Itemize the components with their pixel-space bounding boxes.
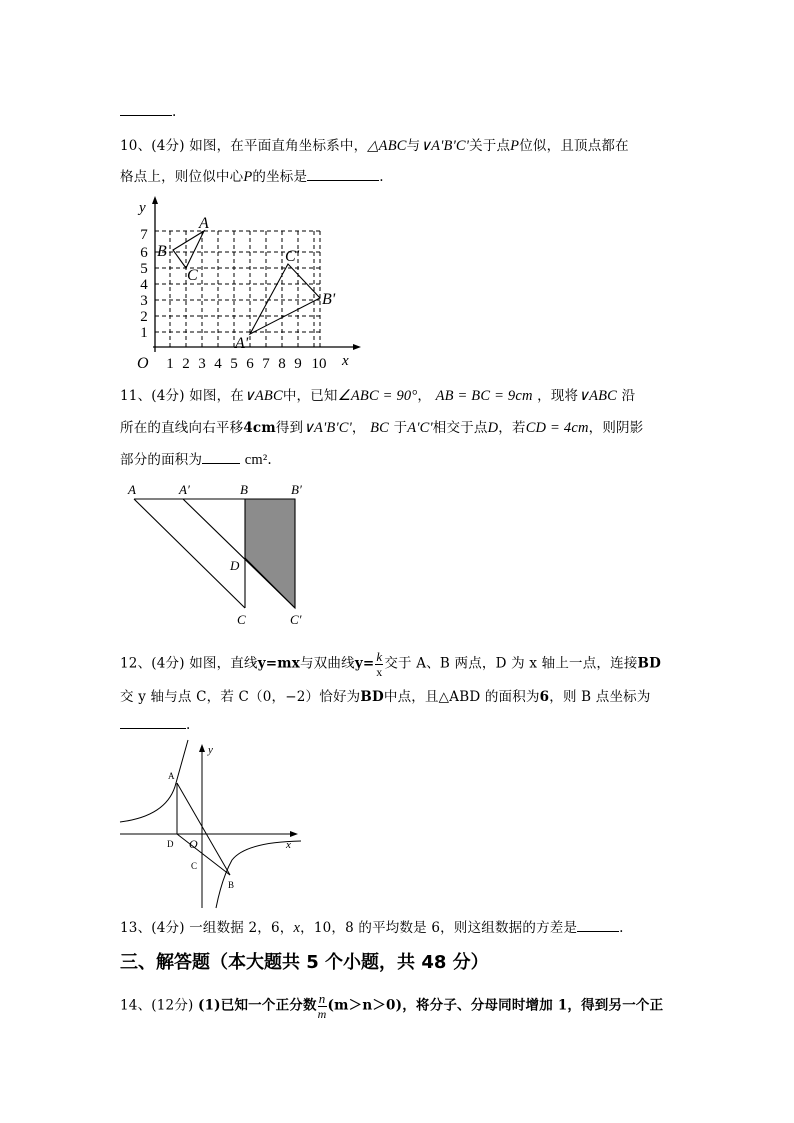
k-over-x-fraction: $\frac{k}{x}$: [376, 649, 383, 679]
y-axis-label: y: [139, 200, 146, 216]
label-y: y: [208, 744, 213, 756]
q10-line1: 10、(4分) 如图，在平面直角坐标系中，△ABC与∨A'B'C'关于点P位似，且顶点都在: [120, 138, 629, 154]
line-ab: [177, 783, 230, 875]
x-tick: 3: [198, 356, 206, 372]
q10-line2: 格点上，则位似中心P的坐标是 .: [120, 169, 384, 185]
x-tick: 8: [278, 356, 286, 372]
label-a: A: [128, 482, 136, 497]
q13-answer-blank[interactable]: [577, 919, 619, 932]
y-tick: 7: [140, 227, 148, 243]
label-c-prime: C': [285, 248, 300, 265]
q14-number: 14、(12分): [120, 997, 194, 1014]
label-d: D: [167, 839, 174, 849]
triangle-abc-prime: [250, 264, 320, 334]
x-tick: 4: [214, 356, 222, 372]
x-axis-arrow-icon: [290, 831, 298, 837]
x-tick: 9: [294, 356, 302, 372]
y-tick: 2: [140, 309, 148, 325]
q12-number: 12、(4分): [120, 655, 185, 672]
q11-answer-blank[interactable]: [202, 451, 240, 464]
label-b-prime: B': [322, 291, 336, 308]
x-tick: 5: [230, 356, 238, 372]
label-b: B: [157, 243, 167, 260]
q11-line2: 所在的直线向右平移4cm得到∨A'B'C'， BC 于A'C'相交于点D，若CD = 4cm，则阴影: [120, 420, 644, 436]
label-c: C: [237, 612, 246, 627]
triangle-abc: [173, 231, 204, 268]
hyperbola-branch-left: [120, 740, 188, 822]
q10-answer-blank[interactable]: [307, 168, 379, 181]
label-c: C: [191, 861, 198, 871]
shaded-region: [245, 499, 295, 608]
x-tick: 10: [311, 356, 327, 372]
x-axis-label: x: [342, 353, 349, 369]
label-c: C: [187, 267, 198, 284]
y-tick: 6: [140, 245, 148, 261]
q12-line1: 12、(4分) 如图，直线y=mx与双曲线y= $\frac{k}{x}$ 交于 A、B 两点，D 为 x 轴上一点，连接BD: [120, 649, 662, 679]
y-axis-arrow-icon: [152, 196, 158, 204]
label-a: A: [168, 771, 175, 781]
label-x: x: [286, 839, 291, 851]
q10-coordinate-grid-figure: [125, 192, 365, 372]
label-b: B: [228, 880, 235, 890]
q12-hyperbola-figure: [118, 738, 303, 910]
section-3-heading: 三、解答题（本大题共 5 个小题，共 48 分）: [120, 952, 489, 973]
label-c-prime: C′: [290, 612, 302, 627]
q12-line2: 交 y 轴与点 C，若 C（0，−2）恰好为BD中点，且△ABD 的面积为6，则 B 点坐标为: [120, 689, 651, 705]
label-a: A: [199, 215, 209, 232]
q13-line: 13、(4分) 一组数据 2，6，x，10，8 的平均数是 6，则这组数据的方差是 .: [120, 920, 624, 936]
y-tick-labels: [140, 227, 148, 341]
origin-label: O: [137, 355, 149, 372]
segment-db: [177, 834, 230, 875]
point-labels: [167, 744, 291, 890]
label-b: B: [240, 482, 248, 497]
x-tick: 1: [166, 356, 174, 372]
segment-ac: [134, 499, 245, 608]
q11-translation-figure: [120, 480, 320, 630]
x-axis-arrow-icon: [353, 344, 361, 350]
label-a-prime: A′: [179, 482, 190, 497]
q13-number: 13、(4分): [120, 920, 185, 936]
q10-number: 10、(4分): [120, 138, 185, 154]
y-tick: 5: [140, 261, 148, 277]
label-d: D: [230, 558, 240, 573]
label-o: O: [189, 837, 198, 851]
y-tick: 4: [140, 277, 148, 293]
y-axis-arrow-icon: [199, 744, 205, 752]
label-a-prime: A': [235, 335, 249, 352]
top-answer-line: .: [120, 103, 177, 120]
q11-line1: 11、(4分) 如图，在∨ABC中，已知∠ABC = 90°， AB = BC = 9cm ，现将∨ABC 沿: [120, 388, 636, 404]
y-tick: 1: [140, 325, 148, 341]
x-tick: 2: [182, 356, 190, 372]
q12-line3: .: [120, 716, 191, 733]
x-tick: 6: [246, 356, 254, 372]
label-b-prime: B′: [291, 482, 302, 497]
q11-line3: 部分的面积为 cm².: [120, 452, 272, 468]
answer-blank[interactable]: [120, 103, 172, 116]
x-tick-labels: [166, 356, 326, 372]
y-tick: 3: [140, 293, 148, 309]
q12-answer-blank[interactable]: [120, 716, 186, 729]
n-over-m-fraction: $\frac{n}{m}$: [317, 991, 327, 1021]
x-tick: 7: [262, 356, 270, 372]
q11-number: 11、(4分): [120, 388, 185, 404]
q14-line1: 14、(12分) (1)已知一个正分数 $\frac{n}{m}$ (m＞n＞0)，将分子、分母同时增加 1，得到另一个正: [120, 991, 664, 1021]
